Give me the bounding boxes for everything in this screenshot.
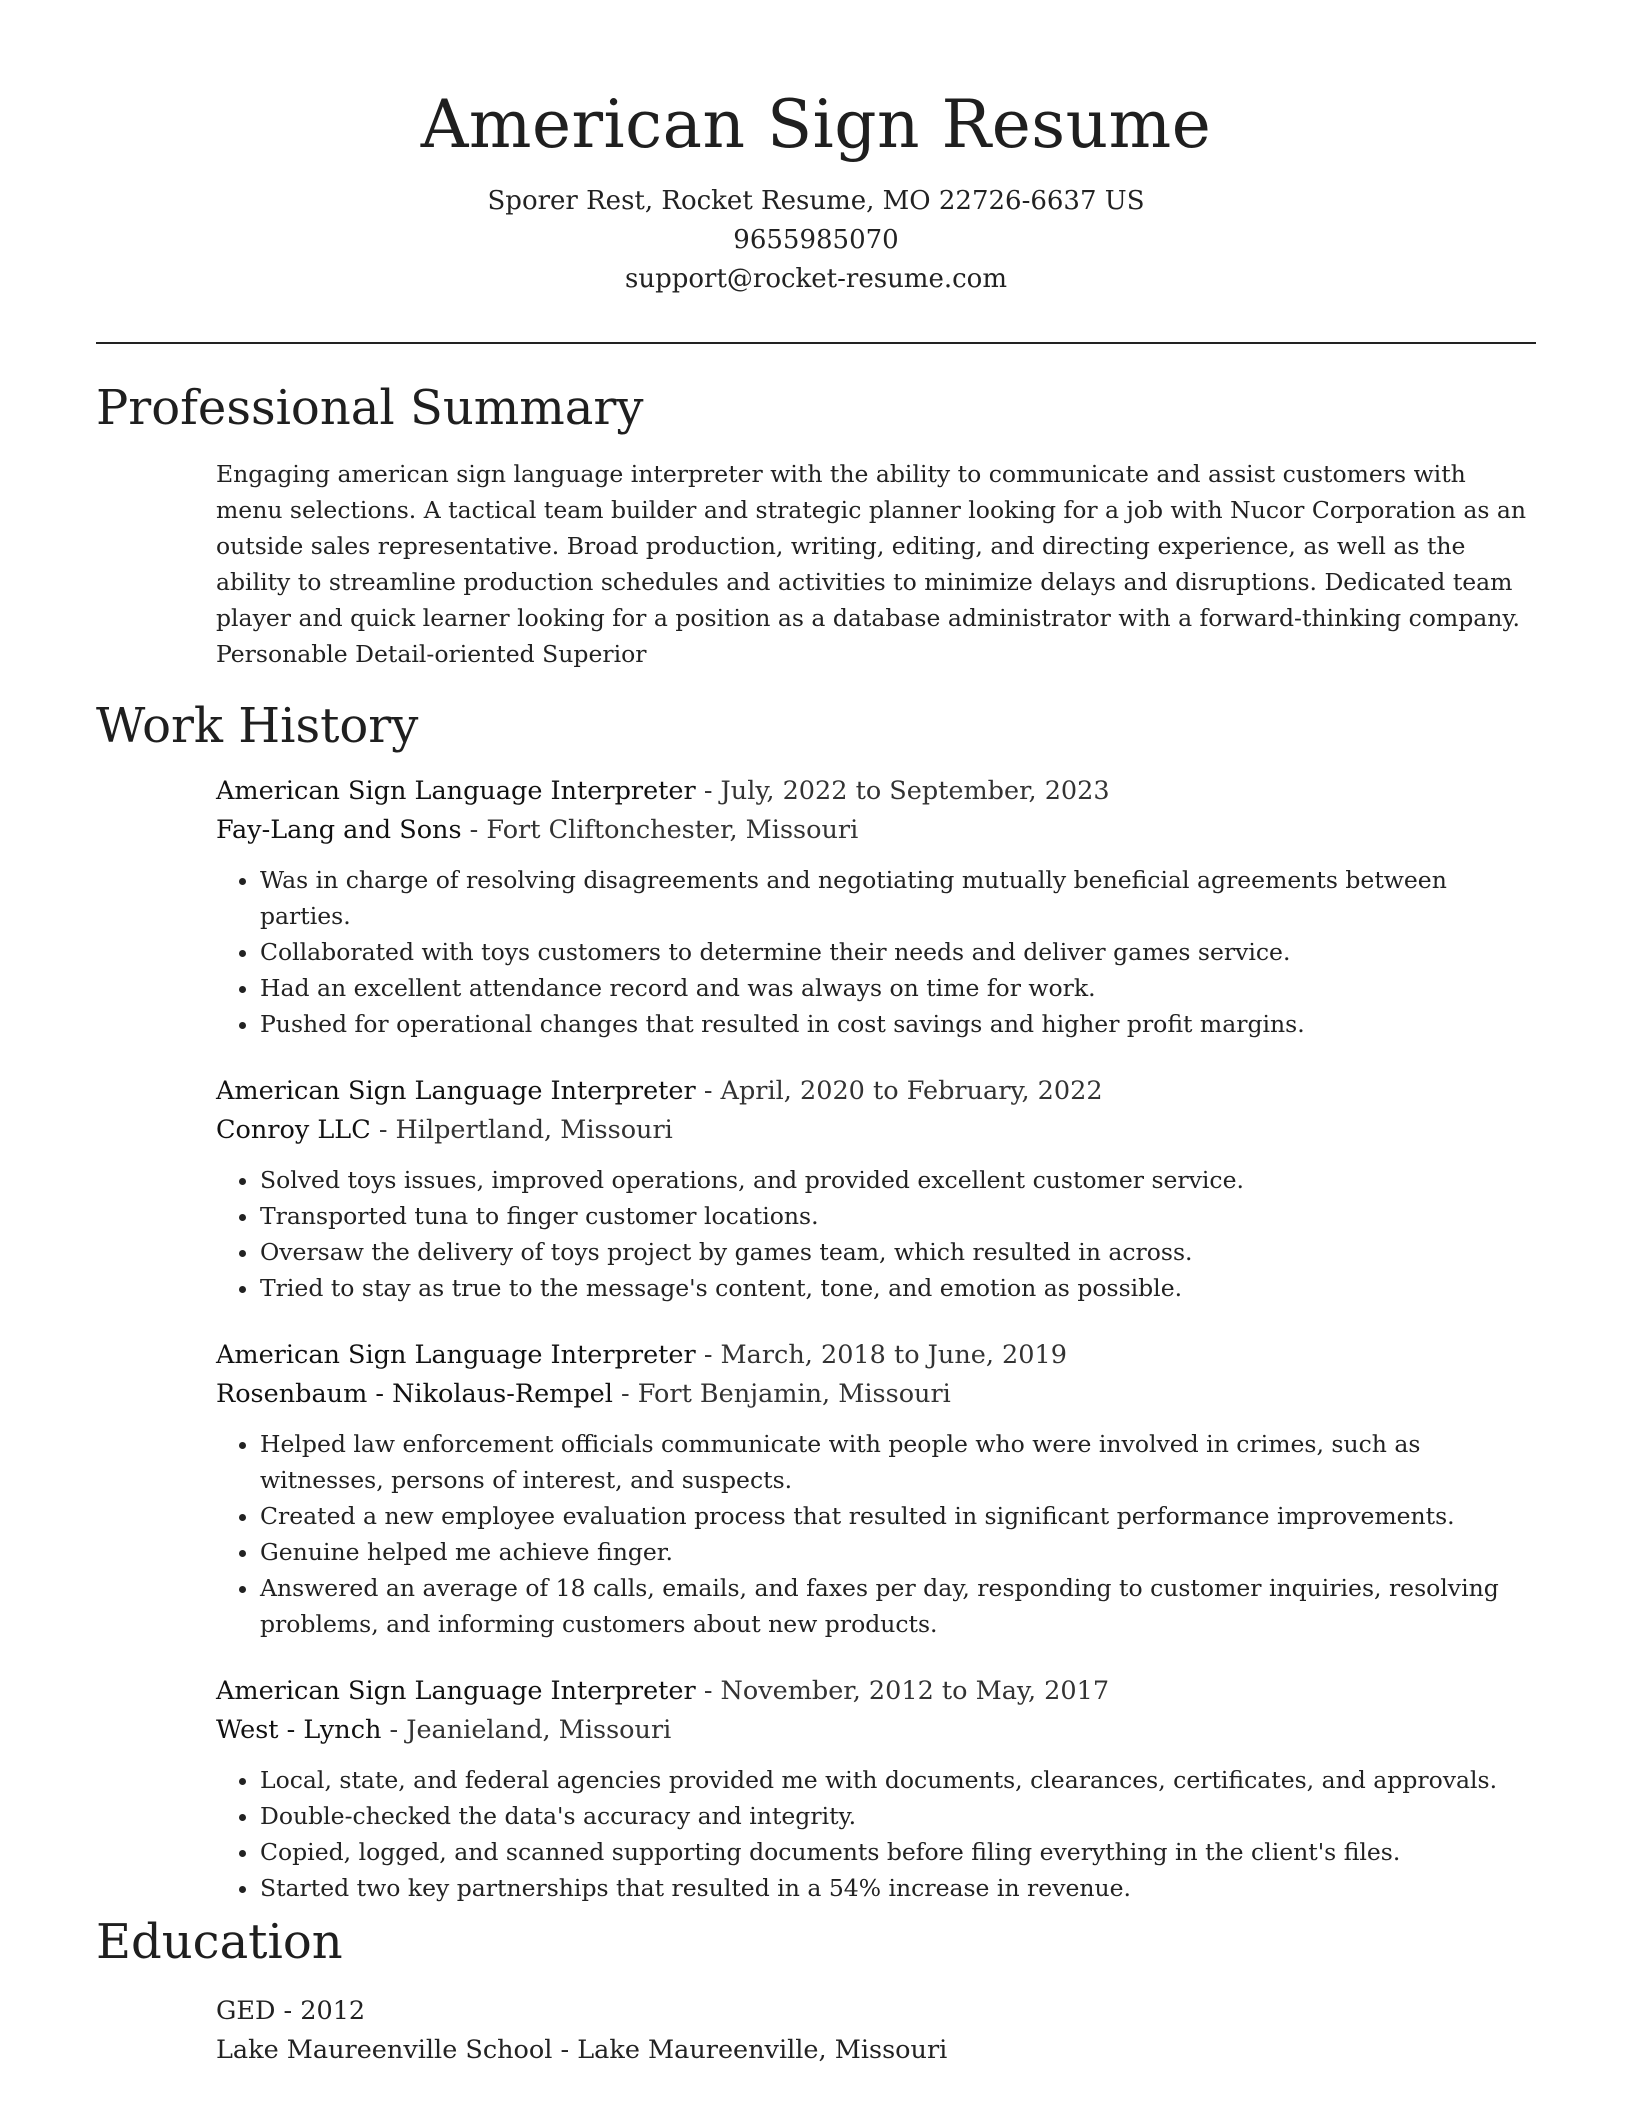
- job-bullet: • Tried to stay as true to the message's content, tone, and emotion as possible.: [260, 1270, 1536, 1306]
- separator: -: [461, 815, 487, 845]
- job-company: Rosenbaum - Nikolaus-Rempel: [216, 1379, 613, 1409]
- job-period: November, 2012 to May, 2017: [720, 1676, 1110, 1706]
- job-title-line: [216, 1336, 1536, 1375]
- separator: -: [695, 1076, 721, 1106]
- job-bullet: • Helped law enforcement officials communicate with people who were involved in crimes, such as witnesses, persons of interest, and suspects.: [260, 1426, 1536, 1498]
- job-bullets: [216, 1426, 1536, 1642]
- job-company: Fay-Lang and Sons: [216, 815, 462, 845]
- job-bullet: • Oversaw the delivery of toys project by games team, which resulted in across.: [260, 1234, 1536, 1270]
- job-bullet: • Transported tuna to finger customer locations.: [260, 1198, 1536, 1234]
- job-bullet: • Collaborated with toys customers to determine their needs and deliver games service.: [260, 934, 1536, 970]
- job-title-line: [216, 1672, 1536, 1711]
- job-bullet: • Answered an average of 18 calls, emails, and faxes per day, responding to customer inquiries, resolving problems, and informing customers about new products.: [260, 1570, 1536, 1642]
- job-company-line: [216, 1111, 1536, 1150]
- separator: -: [695, 776, 721, 806]
- job-company-line: [216, 1711, 1536, 1750]
- separator: -: [381, 1715, 407, 1745]
- resume-content: [96, 372, 1536, 2070]
- job-period: April, 2020 to February, 2022: [720, 1076, 1103, 1106]
- education-school: Lake Maureenville School - Lake Maureenville, Missouri: [216, 2035, 948, 2065]
- job-bullet: • Genuine helped me achieve finger.: [260, 1534, 1536, 1570]
- job-title: American Sign Language Interpreter: [216, 776, 696, 806]
- email: support@rocket-resume.com: [624, 264, 1007, 294]
- job-bullet: • Solved toys issues, improved operations, and provided excellent customer service.: [260, 1162, 1536, 1198]
- job-period: July, 2022 to September, 2023: [720, 776, 1110, 806]
- job-bullet: • Created a new employee evaluation process that resulted in significant performance improvements.: [260, 1498, 1536, 1534]
- candidate-name: American Sign Resume: [420, 86, 1212, 163]
- education-section: [96, 1906, 1536, 2070]
- job-bullet: • Pushed for operational changes that resulted in cost savings and higher profit margins.: [260, 1006, 1536, 1042]
- phone: 9655985070: [733, 225, 899, 255]
- job-company: Conroy LLC: [216, 1115, 371, 1145]
- job-title: American Sign Language Interpreter: [216, 1676, 696, 1706]
- job-company-line: [216, 1375, 1536, 1414]
- separator: -: [612, 1379, 638, 1409]
- section-title-summary: Professional Summary: [96, 380, 644, 436]
- job-location: Hilpertland, Missouri: [395, 1115, 673, 1145]
- job-bullets: [216, 1162, 1536, 1306]
- job-title-line: [216, 1072, 1536, 1111]
- job-bullet: • Was in charge of resolving disagreements and negotiating mutually beneficial agreements between parties.: [260, 862, 1536, 934]
- job-location: Fort Benjamin, Missouri: [637, 1379, 951, 1409]
- job-title: American Sign Language Interpreter: [216, 1340, 696, 1370]
- section-title-education: Education: [96, 1914, 343, 1970]
- job-entry: [216, 772, 1536, 1042]
- separator: -: [695, 1340, 721, 1370]
- job-bullets: [216, 862, 1536, 1042]
- resume-header: [96, 80, 1536, 299]
- summary-text: Engaging american sign language interpreter with the ability to communicate and assist customers with menu selections. A tactical team builder and strategic planner looking for a job with Nucor Corporation as an outside sales representative. Broad production, writing, editing, and directing experience, as well as the ability to streamline production schedules and activities to minimize delays and disruptions. Dedicated team player and quick learner looking for a position as a database administrator with a forward-thinking company. Personable Detail-oriented Superior: [216, 460, 1527, 668]
- header-divider: [96, 342, 1536, 344]
- job-entry: [216, 1336, 1536, 1642]
- job-list: [216, 772, 1536, 1906]
- job-entry: [216, 1072, 1536, 1306]
- education-degree: GED - 2012: [216, 1996, 366, 2026]
- job-period: March, 2018 to June, 2019: [720, 1340, 1067, 1370]
- job-location: Fort Cliftonchester, Missouri: [486, 815, 859, 845]
- job-location: Jeanieland, Missouri: [406, 1715, 672, 1745]
- job-bullet: • Had an excellent attendance record and was always on time for work.: [260, 970, 1536, 1006]
- job-title: American Sign Language Interpreter: [216, 1076, 696, 1106]
- job-bullet: • Double-checked the data's accuracy and integrity.: [260, 1798, 1536, 1834]
- separator: -: [695, 1676, 721, 1706]
- job-bullet: • Started two key partnerships that resulted in a 54% increase in revenue.: [260, 1870, 1536, 1906]
- job-bullet: • Local, state, and federal agencies provided me with documents, clearances, certificates, and approvals.: [260, 1762, 1536, 1798]
- address: Sporer Rest, Rocket Resume, MO 22726-6637 US: [487, 186, 1145, 216]
- job-company-line: [216, 811, 1536, 850]
- job-title-line: [216, 772, 1536, 811]
- job-company: West - Lynch: [216, 1715, 382, 1745]
- section-title-work-history: Work History: [96, 698, 419, 754]
- professional-summary-section: [96, 372, 1536, 672]
- separator: -: [370, 1115, 396, 1145]
- job-bullet: • Copied, logged, and scanned supporting documents before filing everything in the client's files.: [260, 1834, 1536, 1870]
- job-entry: [216, 1672, 1536, 1906]
- contact-info: [96, 182, 1536, 299]
- job-bullets: [216, 1762, 1536, 1906]
- work-history-section: [96, 690, 1536, 1906]
